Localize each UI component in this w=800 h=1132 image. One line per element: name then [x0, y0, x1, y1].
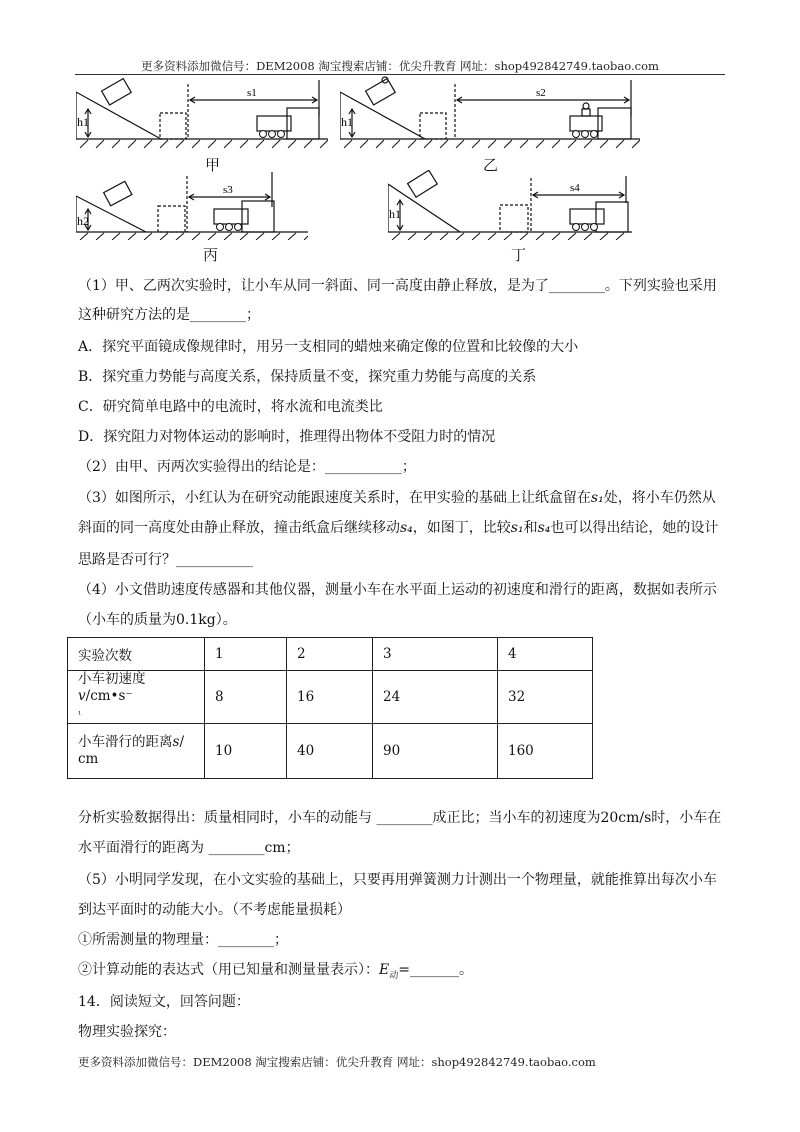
q1-option-d: D．探究阻力对物体运动的影响时，推理得出物体不受阻力时的情况 [78, 429, 496, 445]
figure-bing-label: 丙 [203, 246, 219, 264]
q5-line3: ①所需测量的物理量：________； [78, 932, 288, 948]
velocity-label-unit: /cm•s⁻ [85, 688, 133, 704]
figure-bing-drawing [76, 170, 308, 240]
q5-line4 [78, 960, 473, 986]
q1-option-a: A．探究平面镜成像规律时，用另一支相同的蜡烛来确定像的位置和比较像的大小 [78, 339, 579, 355]
q3-line2-text-a: 斜面的同一高度处由静止释放，撞击纸盒后继续移动 [78, 520, 400, 536]
q5-ek-subscript: 动 [389, 970, 399, 981]
distance-label-text: 小车滑行的距离 [78, 734, 173, 750]
q14-line2: 物理实验探究： [78, 1024, 176, 1040]
header-rule [75, 74, 725, 75]
table-header-cell: 3 [373, 638, 498, 671]
distance-label-unit: cm [78, 751, 99, 767]
figure-ding [388, 170, 632, 240]
figure-yi-drawing [340, 76, 640, 148]
q5-line4-blank: =_______。 [398, 962, 473, 978]
q3-line1-text-b: 处，将小车仍然从 [603, 490, 716, 506]
q3-symbol-s4b: s₄ [537, 520, 551, 536]
table-header-cell: 1 [205, 638, 287, 671]
figure-bing [76, 170, 308, 240]
table-row-label [68, 724, 205, 779]
q14-line1: 14．阅读短文，回答问题： [78, 994, 250, 1010]
q3-line2-text-c: 也可以得出结论，她的设计 [550, 520, 719, 536]
analysis-line2: 水平面滑行的距离为 ________cm； [78, 840, 300, 856]
figure-yi-s: s2 [536, 87, 546, 99]
table-cell: 24 [373, 671, 498, 724]
q5-line2: 到达平面时的动能大小。（不考虑能量损耗） [78, 902, 351, 918]
table-cell: 40 [287, 724, 373, 779]
analysis-line1: 分析实验数据得出：质量相同时，小车的动能与 ________成正比；当小车的初速度为20cm/s时，小车在 [78, 810, 722, 826]
table-cell: 10 [205, 724, 287, 779]
figure-jia-label: 甲 [205, 156, 221, 174]
q3-symbol-s1b: s₁ [510, 520, 524, 536]
q4-line2: （小车的质量为0.1kg）。 [78, 612, 237, 628]
table-cell: 8 [205, 671, 287, 724]
page-footer: 更多资料添加微信号：DEM2008 淘宝搜索店铺：优尖升教育 网址：shop492842749.taobao.com [78, 1055, 596, 1069]
velocity-label-symbol: v [78, 688, 86, 704]
q5-line4-text: ②计算动能的表达式（用已知量和测量量表示）： [78, 962, 379, 978]
figure-yi [340, 76, 640, 148]
table-header-cell: 2 [287, 638, 373, 671]
q3-and: 和 [523, 520, 538, 536]
q1-option-b: B．探究重力势能与高度关系，保持质量不变，探究重力势能与高度的关系 [78, 369, 537, 385]
figure-ding-label: 丁 [511, 246, 527, 264]
figure-jia-drawing [76, 76, 328, 148]
table-row-label [68, 671, 205, 724]
figure-jia-s: s1 [247, 87, 257, 99]
figure-ding-drawing [388, 170, 632, 240]
q1-option-c: C．研究简单电路中的电流时，将水流和电流类比 [78, 399, 383, 415]
table-cell: 16 [287, 671, 373, 724]
figure-ding-s: s4 [570, 182, 580, 194]
q1-line2: 这种研究方法的是________； [78, 307, 260, 323]
figure-bing-h: h2 [77, 214, 89, 228]
table-cell: 32 [498, 671, 593, 724]
table-header-cell: 实验次数 [68, 638, 205, 671]
q4-line1: （4）小文借助速度传感器和其他仪器，测量小车在水平面上运动的初速度和滑行的距离，数据如表所示 [78, 582, 717, 598]
q3-line3: 思路是否可行？___________ [78, 552, 253, 568]
velocity-label-exponent: ¹ [78, 710, 82, 719]
table-header-cell: 4 [498, 638, 593, 671]
q3-symbol-s1: s₁ [590, 490, 604, 506]
q3-line1 [78, 488, 716, 508]
q5-ek-symbol: E [379, 962, 390, 978]
q2-line1: （2）由甲、丙两次实验得出的结论是：___________； [78, 459, 416, 475]
table-row-distance [68, 724, 593, 779]
figure-yi-h: h1 [341, 115, 353, 129]
figure-jia [76, 76, 328, 148]
page-header: 更多资料添加微信号：DEM2008 淘宝搜索店铺：优尖升教育 网址：shop492842749.taobao.com [141, 59, 659, 73]
q5-line1: （5）小明同学发现，在小文实验的基础上，只要再用弹簧测力计测出一个物理量，就能推算出每次小车 [78, 872, 717, 888]
data-table [67, 637, 593, 779]
figure-bing-s: s3 [223, 184, 233, 196]
q3-line1-text-a: （3）如图所示，小红认为在研究动能跟速度关系时，在甲实验的基础上让纸盒留在 [78, 490, 591, 506]
table-cell: 90 [373, 724, 498, 779]
q3-symbol-s4: s₄ [400, 520, 413, 536]
figure-ding-h: h1 [389, 207, 401, 221]
table-row-velocity [68, 671, 593, 724]
table-header-row [68, 638, 593, 671]
q1-line1: （1）甲、乙两次实验时，让小车从同一斜面、同一高度由静止释放，是为了________。下列实验也采用 [78, 278, 717, 294]
distance-label-slash: / [179, 734, 184, 750]
distance-label-symbol: s [172, 734, 180, 750]
figure-jia-h: h1 [77, 115, 89, 129]
table-cell: 160 [498, 724, 593, 779]
q3-line2 [78, 518, 718, 538]
q3-line2-text-b: ，如图丁，比较 [412, 520, 511, 536]
figure-yi-label: 乙 [483, 156, 499, 174]
velocity-label-text: 小车初速度 [78, 671, 146, 687]
